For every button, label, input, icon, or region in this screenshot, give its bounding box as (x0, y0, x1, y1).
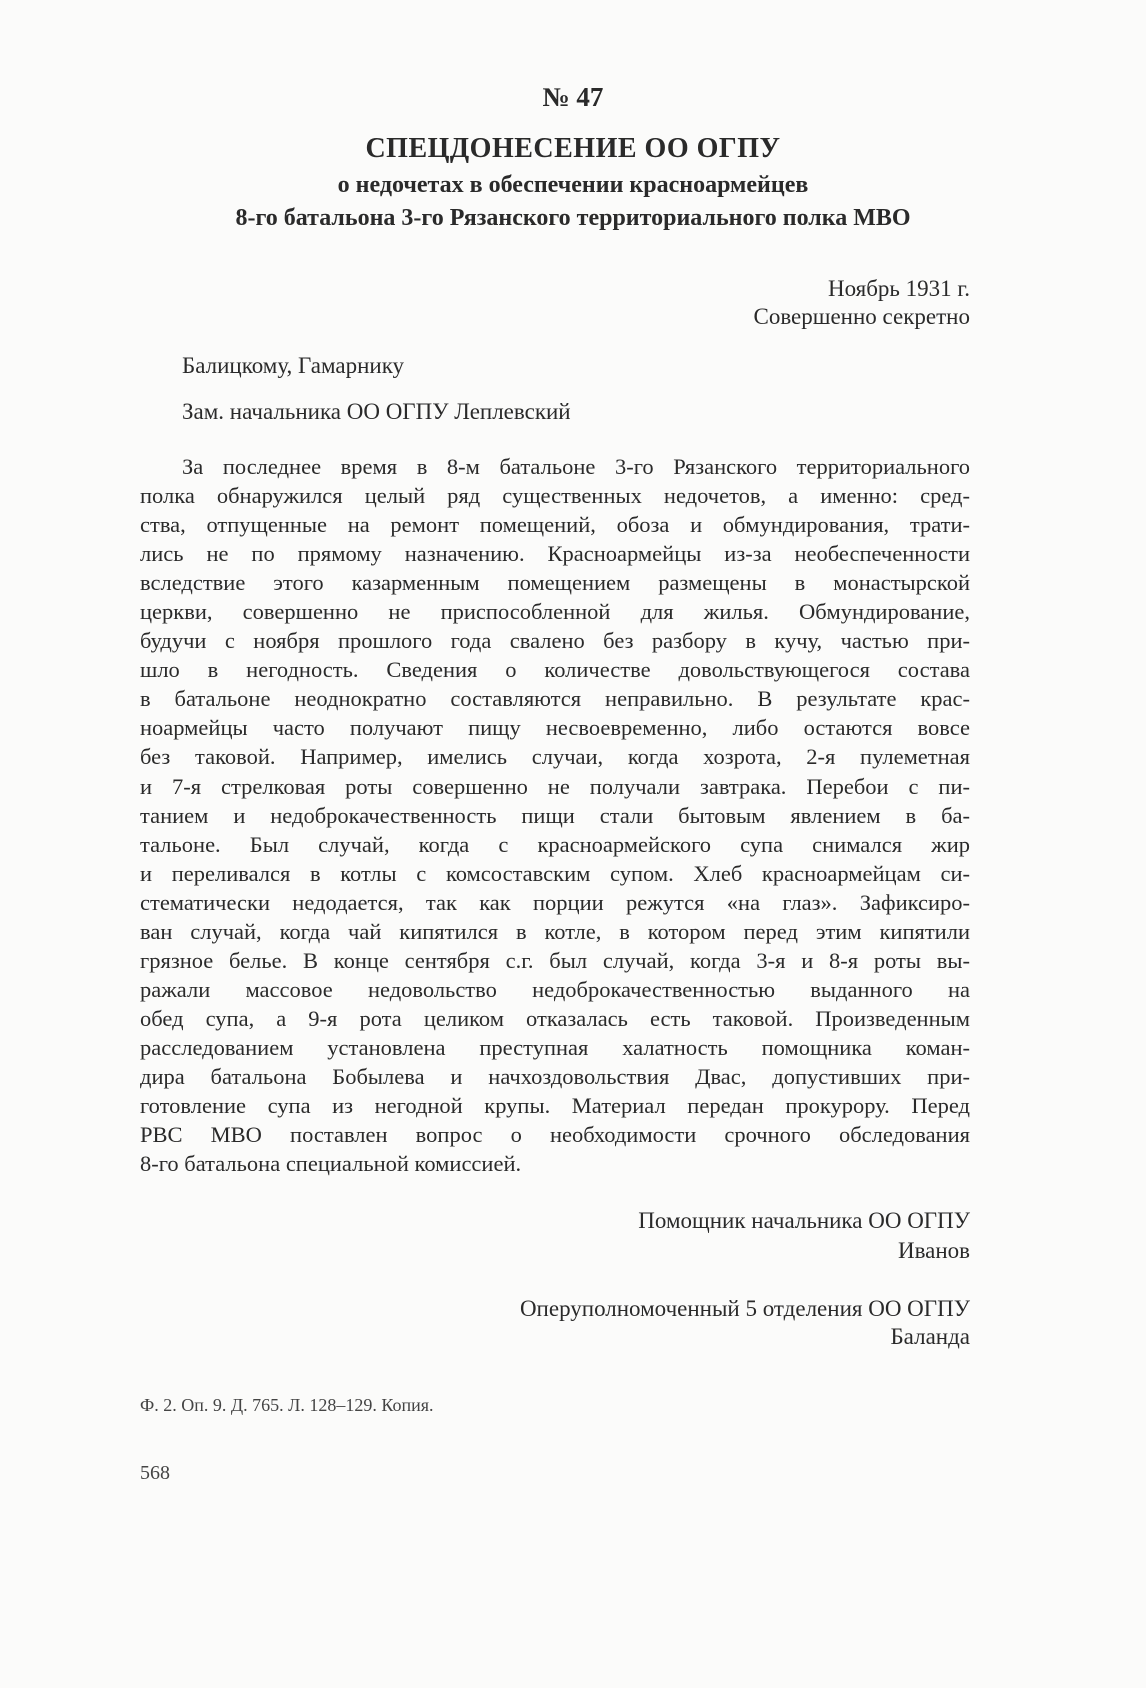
body-line: тальоне. Был случай, когда с красноармейского супа снимался жир (140, 831, 970, 857)
addressees: Балицкому, Гамарнику (182, 353, 405, 378)
body-line: и переливался в котлы с комсоставским супом. Хлеб красноармейцам си- (140, 860, 970, 886)
body-line: 8-го батальона специальной комиссией. (140, 1151, 522, 1177)
body-paragraph (140, 452, 970, 1178)
body-line: дира батальона Бобылева и начхоздовольствия Двас, допустивших при- (140, 1063, 970, 1089)
sender: Зам. начальника ОО ОГПУ Леплевский (182, 399, 571, 424)
document-date: Ноябрь 1931 г. (827, 276, 970, 301)
body-line: ражали массовое недовольство недоброкачественностью выданного на (140, 976, 970, 1002)
document-number: № 47 (542, 82, 604, 112)
archive-reference: Ф. 2. Оп. 9. Д. 765. Л. 128–129. Копия. (140, 1395, 434, 1415)
document-subtitle-line: 8-го батальона 3-го Рязанского территориального полка МВО (235, 205, 911, 231)
body-line: расследованием установлена преступная халатность помощника коман- (140, 1034, 970, 1060)
body-line: РВС МВО поставлен вопрос о необходимости срочного обследования (140, 1122, 970, 1148)
body-line: ноармейцы часто получают пищу несвоевременно, либо остаются вовсе (140, 715, 970, 741)
signature-name: Иванов (897, 1238, 970, 1263)
body-line: и 7-я стрелковая роты совершенно не получали завтрака. Перебои с пи- (140, 773, 970, 799)
body-line: будучи с ноября прошлого года свалено без разбору в кучу, частью при- (140, 628, 970, 654)
signature-position: Помощник начальника ОО ОГПУ (638, 1208, 970, 1233)
signature-position: Оперуполномоченный 5 отделения ОО ОГПУ (519, 1296, 970, 1321)
page-number: 568 (140, 1462, 170, 1484)
body-line: готовление супа из негодной крупы. Материал передан прокурору. Перед (140, 1093, 970, 1119)
body-line: вследствие этого казарменным помещением размещены в монастырской (140, 570, 970, 596)
body-line: лись не по прямому назначению. Красноармейцы из-за необеспеченности (140, 541, 970, 567)
body-line: За последнее время в 8-м батальоне 3-го Рязанского территориального (182, 454, 970, 479)
document-title: СПЕЦДОНЕСЕНИЕ ОО ОГПУ (365, 133, 781, 164)
body-line: ства, отпущенные на ремонт помещений, обоза и обмундирования, трати- (140, 512, 970, 538)
document-subtitle-line: о недочетах в обеспечении красноармейцев (337, 172, 809, 198)
body-line: танием и недоброкачественность пищи стали бытовым явлением в ба- (140, 802, 970, 828)
body-line: стематически недодается, так как порции режутся «на глаз». Зафиксиро- (140, 889, 970, 915)
body-line: без таковой. Например, имелись случаи, когда хозрота, 2-я пулеметная (140, 744, 970, 770)
body-line: полка обнаружился целый ряд существенных недочетов, а именно: сред- (140, 483, 970, 509)
body-line: церкви, совершенно не приспособленной для жилья. Обмундирование, (140, 599, 970, 625)
classification-stamp: Совершенно секретно (753, 304, 970, 329)
signature-name: Баланда (890, 1324, 970, 1349)
body-line: ван случай, когда чай кипятился в котле, в котором перед этим кипятили (140, 918, 970, 944)
body-line: в батальоне неоднократно составляются неправильно. В результате крас- (140, 686, 970, 712)
body-line: шло в негодность. Сведения о количестве довольствующегося состава (140, 657, 970, 683)
body-line: обед супа, а 9-я рота целиком отказалась есть таковой. Произведенным (140, 1005, 970, 1031)
body-line: грязное белье. В конце сентября с.г. был случай, когда 3-я и 8-я роты вы- (140, 947, 970, 973)
